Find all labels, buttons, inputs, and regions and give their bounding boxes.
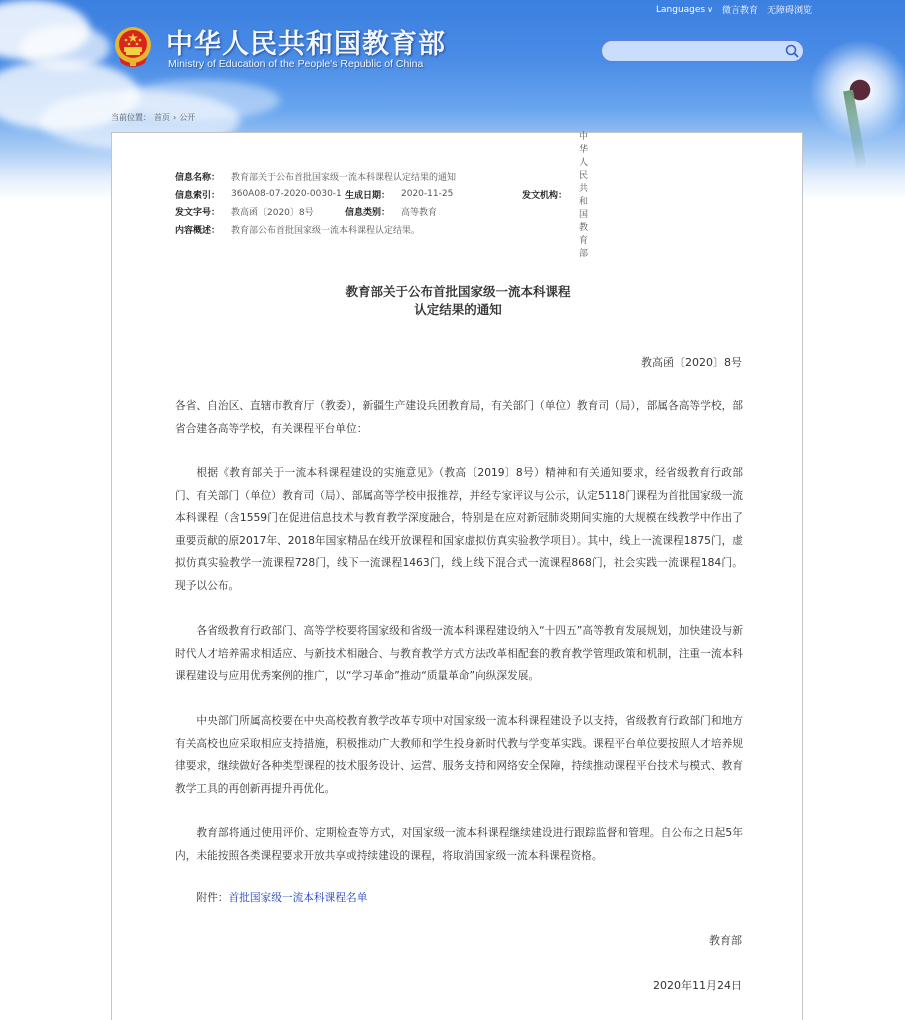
site-title[interactable]: 中华人民共和国教育部 bbox=[166, 29, 446, 60]
attachment bbox=[175, 887, 743, 910]
salutation: 各省、自治区、直辖市教育厅（教委），新疆生产建设兵团教育局，有关部门（单位）教育司（局），部属各高等学校，部省合建各高等学校，有关课程平台单位： bbox=[175, 399, 743, 435]
paragraph: 根据《教育部关于一流本科课程建设的实施意见》（教高〔2019〕8号）精神和有关通知要求，经省级教育行政部门、有关部门（单位）教育司（局）、部属高等学校申报推荐，并经专家评议与公示，认定5118门课程为首批国家级一流本科课程（含1559门在促进信息技术与教育教学深度融合，特别是在应对新冠肺炎期间实施的大规模在线教学中作出了重要贡献的原2017年、2018年国家精品在线开放课程和国家虚拟仿真实验教学项目）。其中，线上一流课程1875门，虚拟仿真实验教学一流课程728门，线下一流课程1463门，线上线下混合式一流课程868门，社会实践一流课程184门。现予以公布。 bbox=[175, 466, 743, 592]
breadcrumb-prefix: 当前位置： bbox=[111, 113, 151, 122]
breadcrumb-public[interactable]: 公开 bbox=[179, 113, 196, 122]
meta-value: 中华人民共和国教育部 bbox=[579, 132, 589, 260]
meta-value: 教育部关于公布首批国家级一流本科课程认定结果的通知 bbox=[231, 173, 457, 184]
accessibility-link[interactable]: 无障碍浏览 bbox=[766, 6, 812, 16]
languages-menu[interactable] bbox=[656, 5, 713, 15]
meta-label: 发文机构： bbox=[522, 190, 568, 201]
title-line-2: 认定结果的通知 bbox=[414, 302, 502, 317]
meta-label: 信息索引： bbox=[175, 190, 221, 201]
search-icon[interactable] bbox=[781, 41, 803, 61]
site-subtitle: Ministry of Education of the People's Republic of China bbox=[168, 58, 424, 70]
languages-label: Languages bbox=[656, 4, 706, 15]
chevron-down-icon: ∨ bbox=[707, 4, 713, 14]
breadcrumb-home[interactable]: 首页 bbox=[154, 113, 170, 122]
search-input[interactable] bbox=[602, 41, 781, 61]
meta-label: 内容概述： bbox=[175, 225, 221, 236]
attachment-link[interactable]: 首批国家级一流本科课程名单 bbox=[228, 891, 368, 904]
signature: 教育部 bbox=[709, 934, 742, 947]
meta-value: 2020-11-25 bbox=[401, 189, 454, 200]
search-box bbox=[601, 40, 804, 62]
meta-value: 高等教育 bbox=[401, 208, 438, 219]
paragraph: 教育部将通过使用评价、定期检查等方式，对国家级一流本科课程继续建设进行跟踪监督和管理。自公布之日起5年内，未能按照各类课程要求开放共享或持续建设的课程，将取消国家级一流本科课程资格。 bbox=[175, 826, 743, 862]
national-emblem-icon[interactable] bbox=[113, 25, 153, 69]
document-title bbox=[112, 283, 804, 319]
signature-date: 2020年11月24日 bbox=[653, 979, 742, 992]
title-line-1: 教育部关于公布首批国家级一流本科课程 bbox=[345, 284, 571, 299]
document-number: 教高函〔2020〕8号 bbox=[641, 356, 742, 369]
top-links bbox=[656, 3, 812, 16]
breadcrumb bbox=[111, 112, 195, 123]
meta-label: 信息名称： bbox=[175, 173, 221, 184]
document-metadata bbox=[175, 132, 589, 260]
attachment-label: 附件： bbox=[196, 891, 229, 904]
breadcrumb-separator-icon: › bbox=[173, 113, 177, 122]
meta-label: 生成日期： bbox=[345, 190, 391, 201]
content-panel bbox=[111, 132, 803, 1020]
meta-row-docno bbox=[175, 203, 456, 221]
meta-row-summary bbox=[175, 221, 456, 239]
meta-label: 信息类别： bbox=[345, 208, 391, 219]
meta-value: 教高函〔2020〕8号 bbox=[231, 208, 314, 219]
paragraph: 中央部门所属高校要在中央高校教育教学改革专项中对国家级一流本科课程建设予以支持，省级教育行政部门和地方有关高校也应采取相应支持措施，积极推动广大教师和学生投身新时代教与学变革实践。课程平台单位要按照人才培养规律要求，继续做好各种类型课程的技术服务设计、运营、服务支持和网络安全保障，持续推动课程平台技术与模式、教育教学工具的再创新再提升再优化。 bbox=[175, 714, 743, 795]
weixin-link[interactable]: 微言教育 bbox=[721, 6, 758, 16]
meta-value: 360A08-07-2020-0030-1 bbox=[231, 189, 342, 200]
paragraph: 各省级教育行政部门、高等学校要将国家级和省级一流本科课程建设纳入“十四五”高等教育发展规划，加快建设与新时代人才培养需求相适应、与新技术相融合、与教育教学方式方法改革相配套的教育教学管理政策和机制，注重一流本科课程建设与应用优秀案例的推广，以“学习革命”推动“质量革命”向纵深发展。 bbox=[175, 624, 743, 682]
meta-row-name bbox=[175, 168, 456, 186]
meta-value: 教育部公布首批国家级一流本科课程认定结果。 bbox=[231, 225, 421, 236]
meta-label: 发文字号： bbox=[175, 208, 221, 219]
